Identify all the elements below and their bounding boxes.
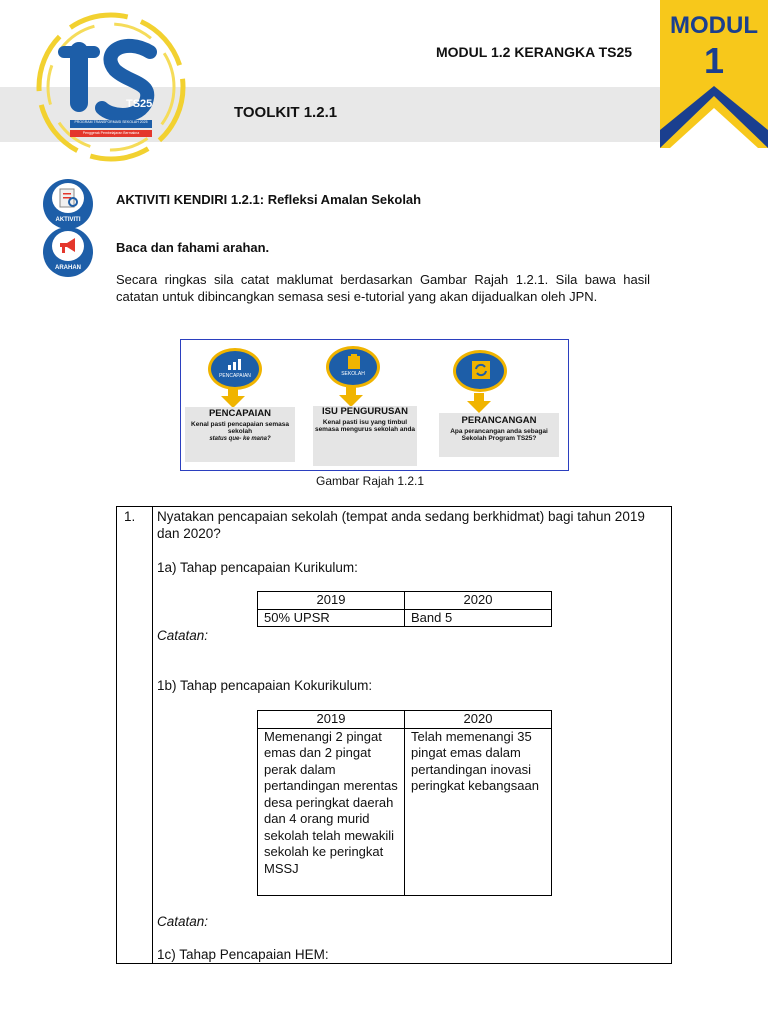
activity-heading: AKTIVITI KENDIRI 1.2.1: Refleksi Amalan Sekolah [116,192,422,207]
step-box-pencapaian [185,407,295,462]
logo-tagline: Penggerak Pembelajaran Bermakna [82,131,140,135]
arahan-label: ARAHAN [55,265,81,271]
table-header: 2019 [258,592,405,610]
figure-caption: Gambar Rajah 1.2.1 [316,474,425,488]
part-b-label: 1b) Tahap pencapaian Kokurikulum: [157,678,373,693]
checklist-icon [58,187,78,209]
table-header: 2020 [405,711,552,729]
kokurikulum-table [257,710,552,896]
table-cell: 50% UPSR [258,609,405,627]
logo-subtitle: PROGRAM TRANSFORMASI SEKOLAH 2025 [74,120,148,124]
modul-tab [660,0,768,148]
step-desc: Kenal pasti pencapaian semasa sekolah [191,421,289,435]
step-title: ISU PENGURUSAN [321,406,409,417]
aktiviti-icon [43,179,93,229]
chevron-up-icon [660,86,768,148]
figure-1-2-1 [180,339,569,471]
step-title: PERANCANGAN [461,415,537,426]
arrow-down-icon [339,387,363,407]
kurikulum-table [257,591,552,627]
question-text: Nyatakan pencapaian sekolah (tempat anda sedang berkhidmat) bagi tahun 2019 dan 2020? [157,509,645,541]
part-c-label: 1c) Tahap Pencapaian HEM: [157,947,329,962]
perancangan-icon [453,350,507,392]
step-desc-note: status que- ke mana? [209,436,271,442]
refresh-icon [471,360,491,380]
step-desc: Apa perancangan anda sebagai Sekolah Program TS25? [450,428,548,442]
part-a-label: 1a) Tahap pencapaian Kurikulum: [157,560,358,575]
instruction-text: Secara ringkas sila catat maklumat berdasarkan Gambar Rajah 1.2.1. Sila bawa hasil catatan untuk dibincangkan semasa sesi e-tutorial yang akan dijadualkan oleh JPN. [116,272,650,304]
step-box-isu-pengurusan [313,406,417,466]
megaphone-icon [57,236,79,256]
arrow-down-icon [467,393,491,413]
pencapaian-icon [208,348,262,390]
building-icon [346,353,362,369]
catatan-label: Catatan: [157,628,209,643]
table-row [258,728,552,895]
step-desc: Kenal pasti isu yang timbul semasa mengurus sekolah anda [314,419,416,433]
table-cell: Memenangi 2 pingat emas dan 2 pingat perak dalam pertandingan merentas desa peringkat daerah dan 4 orang murid sekolah telah mewakili sekolah ke peringkat MSSJ [258,728,405,895]
modul-tab-word: MODUL [670,12,758,39]
arrow-down-icon [221,388,245,408]
instruction-heading: Baca dan fahami arahan. [116,240,270,255]
table-cell: Telah memenangi 35 pingat emas dalam pertandingan inovasi peringkat kebangsaan [405,728,552,895]
step-icon-label: PENCAPAIAN [219,373,251,379]
modul-tab-number: 1 [703,40,725,81]
step-icon-label: SEKOLAH [341,371,365,377]
question-number: 1. [124,509,136,524]
table-header: 2019 [258,711,405,729]
table-cell: Band 5 [405,609,552,627]
toolkit-title: TOOLKIT 1.2.1 [234,104,338,121]
module-title: MODUL 1.2 KERANGKA TS25 [436,44,633,60]
ts25-logo [30,12,192,162]
table-header: 2020 [405,592,552,610]
question-number-cell [117,507,153,963]
question-table [116,506,672,964]
step-title: PENCAPAIAN [208,408,272,419]
bar-chart-icon [227,356,245,370]
table-row [258,609,552,627]
step-box-perancangan [439,413,559,457]
aktiviti-label: AKTIVITI [55,217,81,223]
arahan-icon [43,227,93,277]
logo-number: TS25 [126,98,153,110]
catatan-label: Catatan: [157,914,209,929]
sekolah-icon [326,346,380,388]
